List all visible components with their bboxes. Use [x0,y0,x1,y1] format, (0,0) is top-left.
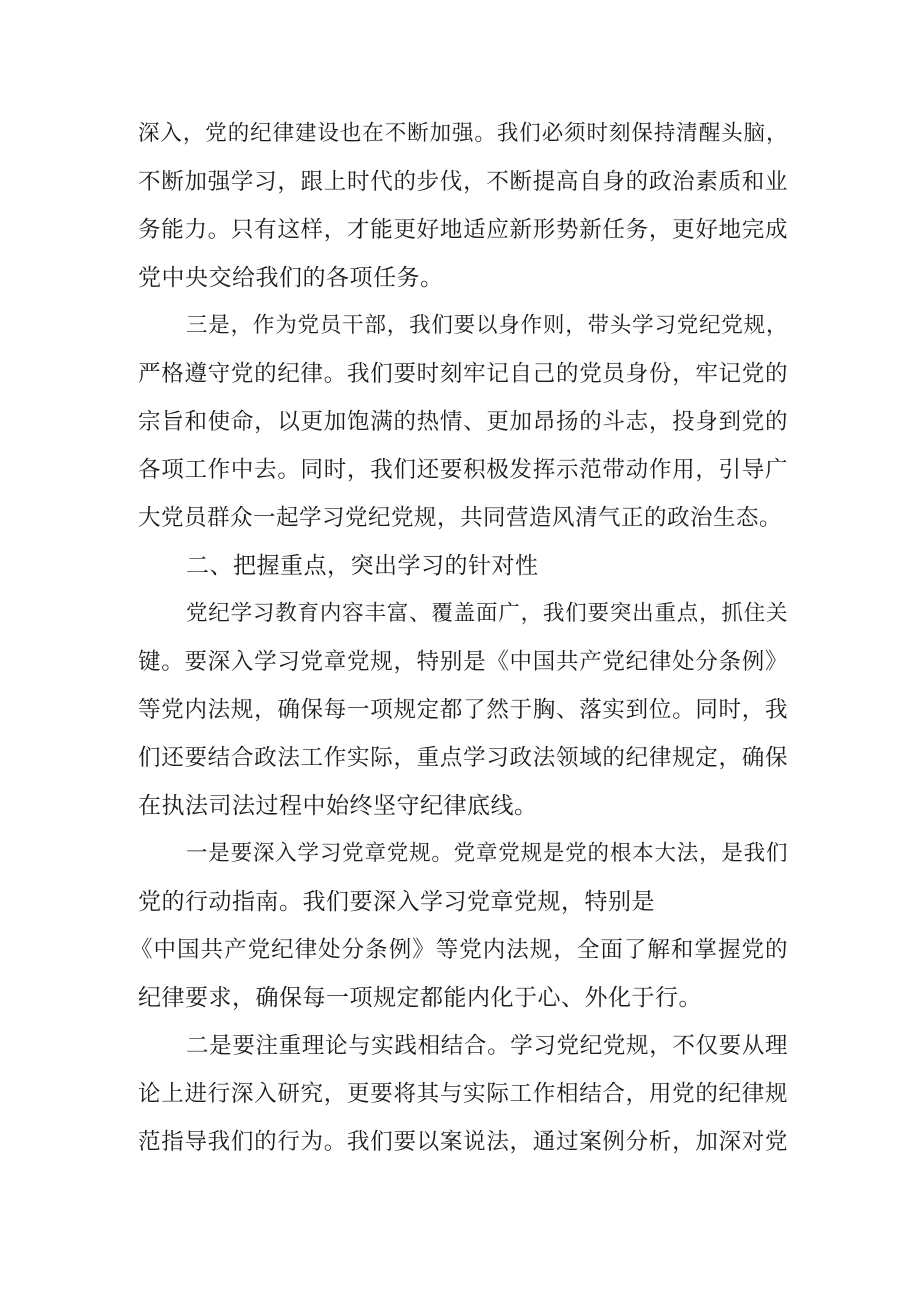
text-line: 范指导我们的行为。我们要以案说法，通过案例分析，加深对党 [138,1129,788,1155]
text-line: 二是要注重理论与实践相结合。学习党纪党规，不仅要从理 [186,1033,788,1059]
text-line: 严格遵守党的纪律。我们要时刻牢记自己的党员身份，牢记党的 [138,361,788,387]
section-heading: 二、把握重点，突出学习的针对性 [186,553,539,579]
text-line: 们还要结合政法工作实际，重点学习政法领域的纪律规定，确保 [138,745,788,771]
text-line: 论上进行深入研究，更要将其与实际工作相结合，用党的纪律规 [138,1081,788,1107]
text-line: 各项工作中去。同时，我们还要积极发挥示范带动作用，引导广 [138,457,788,483]
text-line: 在执法司法过程中始终坚守纪律底线。 [138,793,538,819]
text-line: 三是，作为党员干部，我们要以身作则，带头学习党纪党规， [186,313,788,338]
text-line: 大党员群众一起学习党纪党规，共同营造风清气正的政治生态。 [138,505,783,531]
text-line: 党中央交给我们的各项任务。 [138,265,444,291]
text-line: 《中国共产党纪律处分条例》等党内法规，全面了解和掌握党的 [130,937,788,963]
text-line: 等党内法规，确保每一项规定都了然于胸、落实到位。同时，我 [138,697,788,723]
text-line: 键。要深入学习党章党规，特别是《中国共产党纪律处分条例》 [138,649,788,675]
text-line: 纪律要求，确保每一项规定都能内化于心、外化于行。 [138,985,702,1011]
text-line: 宗旨和使命，以更加饱满的热情、更加昂扬的斗志，投身到党的 [138,409,788,435]
text-line: 务能力。只有这样，才能更好地适应新形势新任务，更好地完成 [138,217,788,243]
text-line: 深入，党的纪律建设也在不断加强。我们必须时刻保持清醒头脑， [138,121,788,146]
text-line: 党的行动指南。我们要深入学习党章党规，特别是 [138,889,655,915]
text-line: 不断加强学习，跟上时代的步伐，不断提高自身的政治素质和业 [138,169,788,195]
text-line: 党纪学习教育内容丰富、覆盖面广，我们要突出重点，抓住关 [186,601,788,626]
text-line: 一是要深入学习党章党规。党章党规是党的根本大法，是我们 [186,841,788,866]
document-body [130,110,788,1166]
